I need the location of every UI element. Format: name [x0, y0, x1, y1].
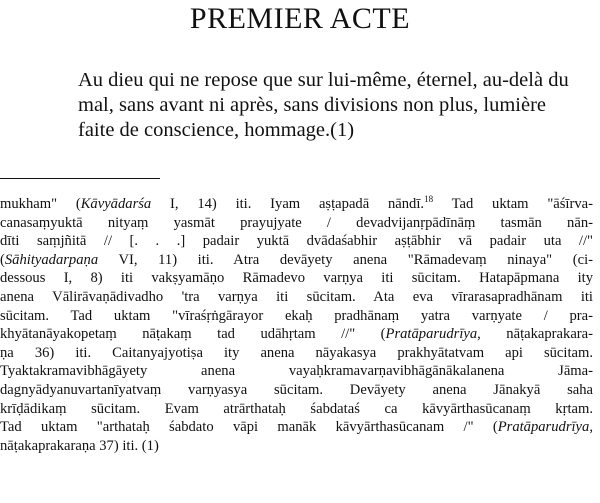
- footnote-line: dagnyādyanuvartanīyatvaṃ varṇyasya sūcitam. Devāyety anena Jānakyā saha: [0, 381, 593, 398]
- footnote-line: dessous I, 8) iti vakṣyamāṇo Rāmadevo varṇya iti sūcitam. Hatapāpmana ity: [0, 270, 593, 287]
- dedication-line: Au dieu qui ne repose que sur lui-même, éternel, au-delà du: [78, 69, 569, 91]
- dedication-paragraph: [78, 68, 578, 143]
- footnote-separator: [0, 178, 160, 179]
- footnote-line: ṇa 36) iti. Caitanyajyotiṣa ity anena nāyakasya prakhyātatvam api sūcitam.: [0, 344, 593, 361]
- footnote-line: sūcitam. Tad uktam "vīraśṛṅgārayor ekaḥ pradhānaṃ yatra varṇyate / pra-: [0, 307, 593, 324]
- footnote-line: canasaṃyuktā nityaṃ yasmāt prayujyate / devadvijanṛpādīnāṃ tasmān nān-: [0, 214, 593, 231]
- footnote-line: dīti saṃjñitā // [. . .] padair yuktā dvādaśabhir aṣṭābhir vā padair uta //": [0, 233, 593, 250]
- footnote-line: nāṭakaprakaraṇa 37) iti. (1): [0, 437, 159, 454]
- footnote-line: krīḍādikaṃ sūcitam. Evam atrārthataḥ śabdataś ca kāvyārthasūcanaṃ kṛtam.: [0, 400, 593, 417]
- footnote-reference: 18: [424, 194, 434, 204]
- footnote-text: [0, 195, 593, 455]
- footnote-line: Tad uktam "arthataḥ śabdato vāpi manāk kāvyārthasūcanam /" (Pratāparudrīya,: [0, 419, 593, 436]
- dedication-line: mal, sans avant ni après, sans divisions non plus, lumière faite: [78, 94, 547, 141]
- footnote-line: khyātanāyakopetaṃ nāṭakaṃ tad udāhṛtam //" (Pratāparudrīya, nāṭakaprakara-: [0, 326, 593, 343]
- act-title: PREMIER ACTE: [189, 2, 411, 35]
- footnote-line: (Sāhityadarpaṇa VI, 11) iti. Atra devāyety anena "Rāmadevaṃ ninaya" (ci-: [0, 251, 593, 268]
- dedication-line: de conscience, hommage.(1): [119, 119, 355, 141]
- footnote-line: Tyaktakramavibhāgāyety anena vayaḥkramavarṇavibhāgānākalanena Jāma-: [0, 363, 593, 380]
- footnote-line: anena Vālirāvaṇādivadho 'tra varṇya iti sūcitam. Ata eva vīrarasapradhānam iti: [0, 288, 593, 305]
- footnote-line: mukham" (Kāvyādarśa I, 14) iti. Iyam aṣṭapadā nāndī.$^{18}$ Tad uktam "āśīrva-: [0, 194, 593, 212]
